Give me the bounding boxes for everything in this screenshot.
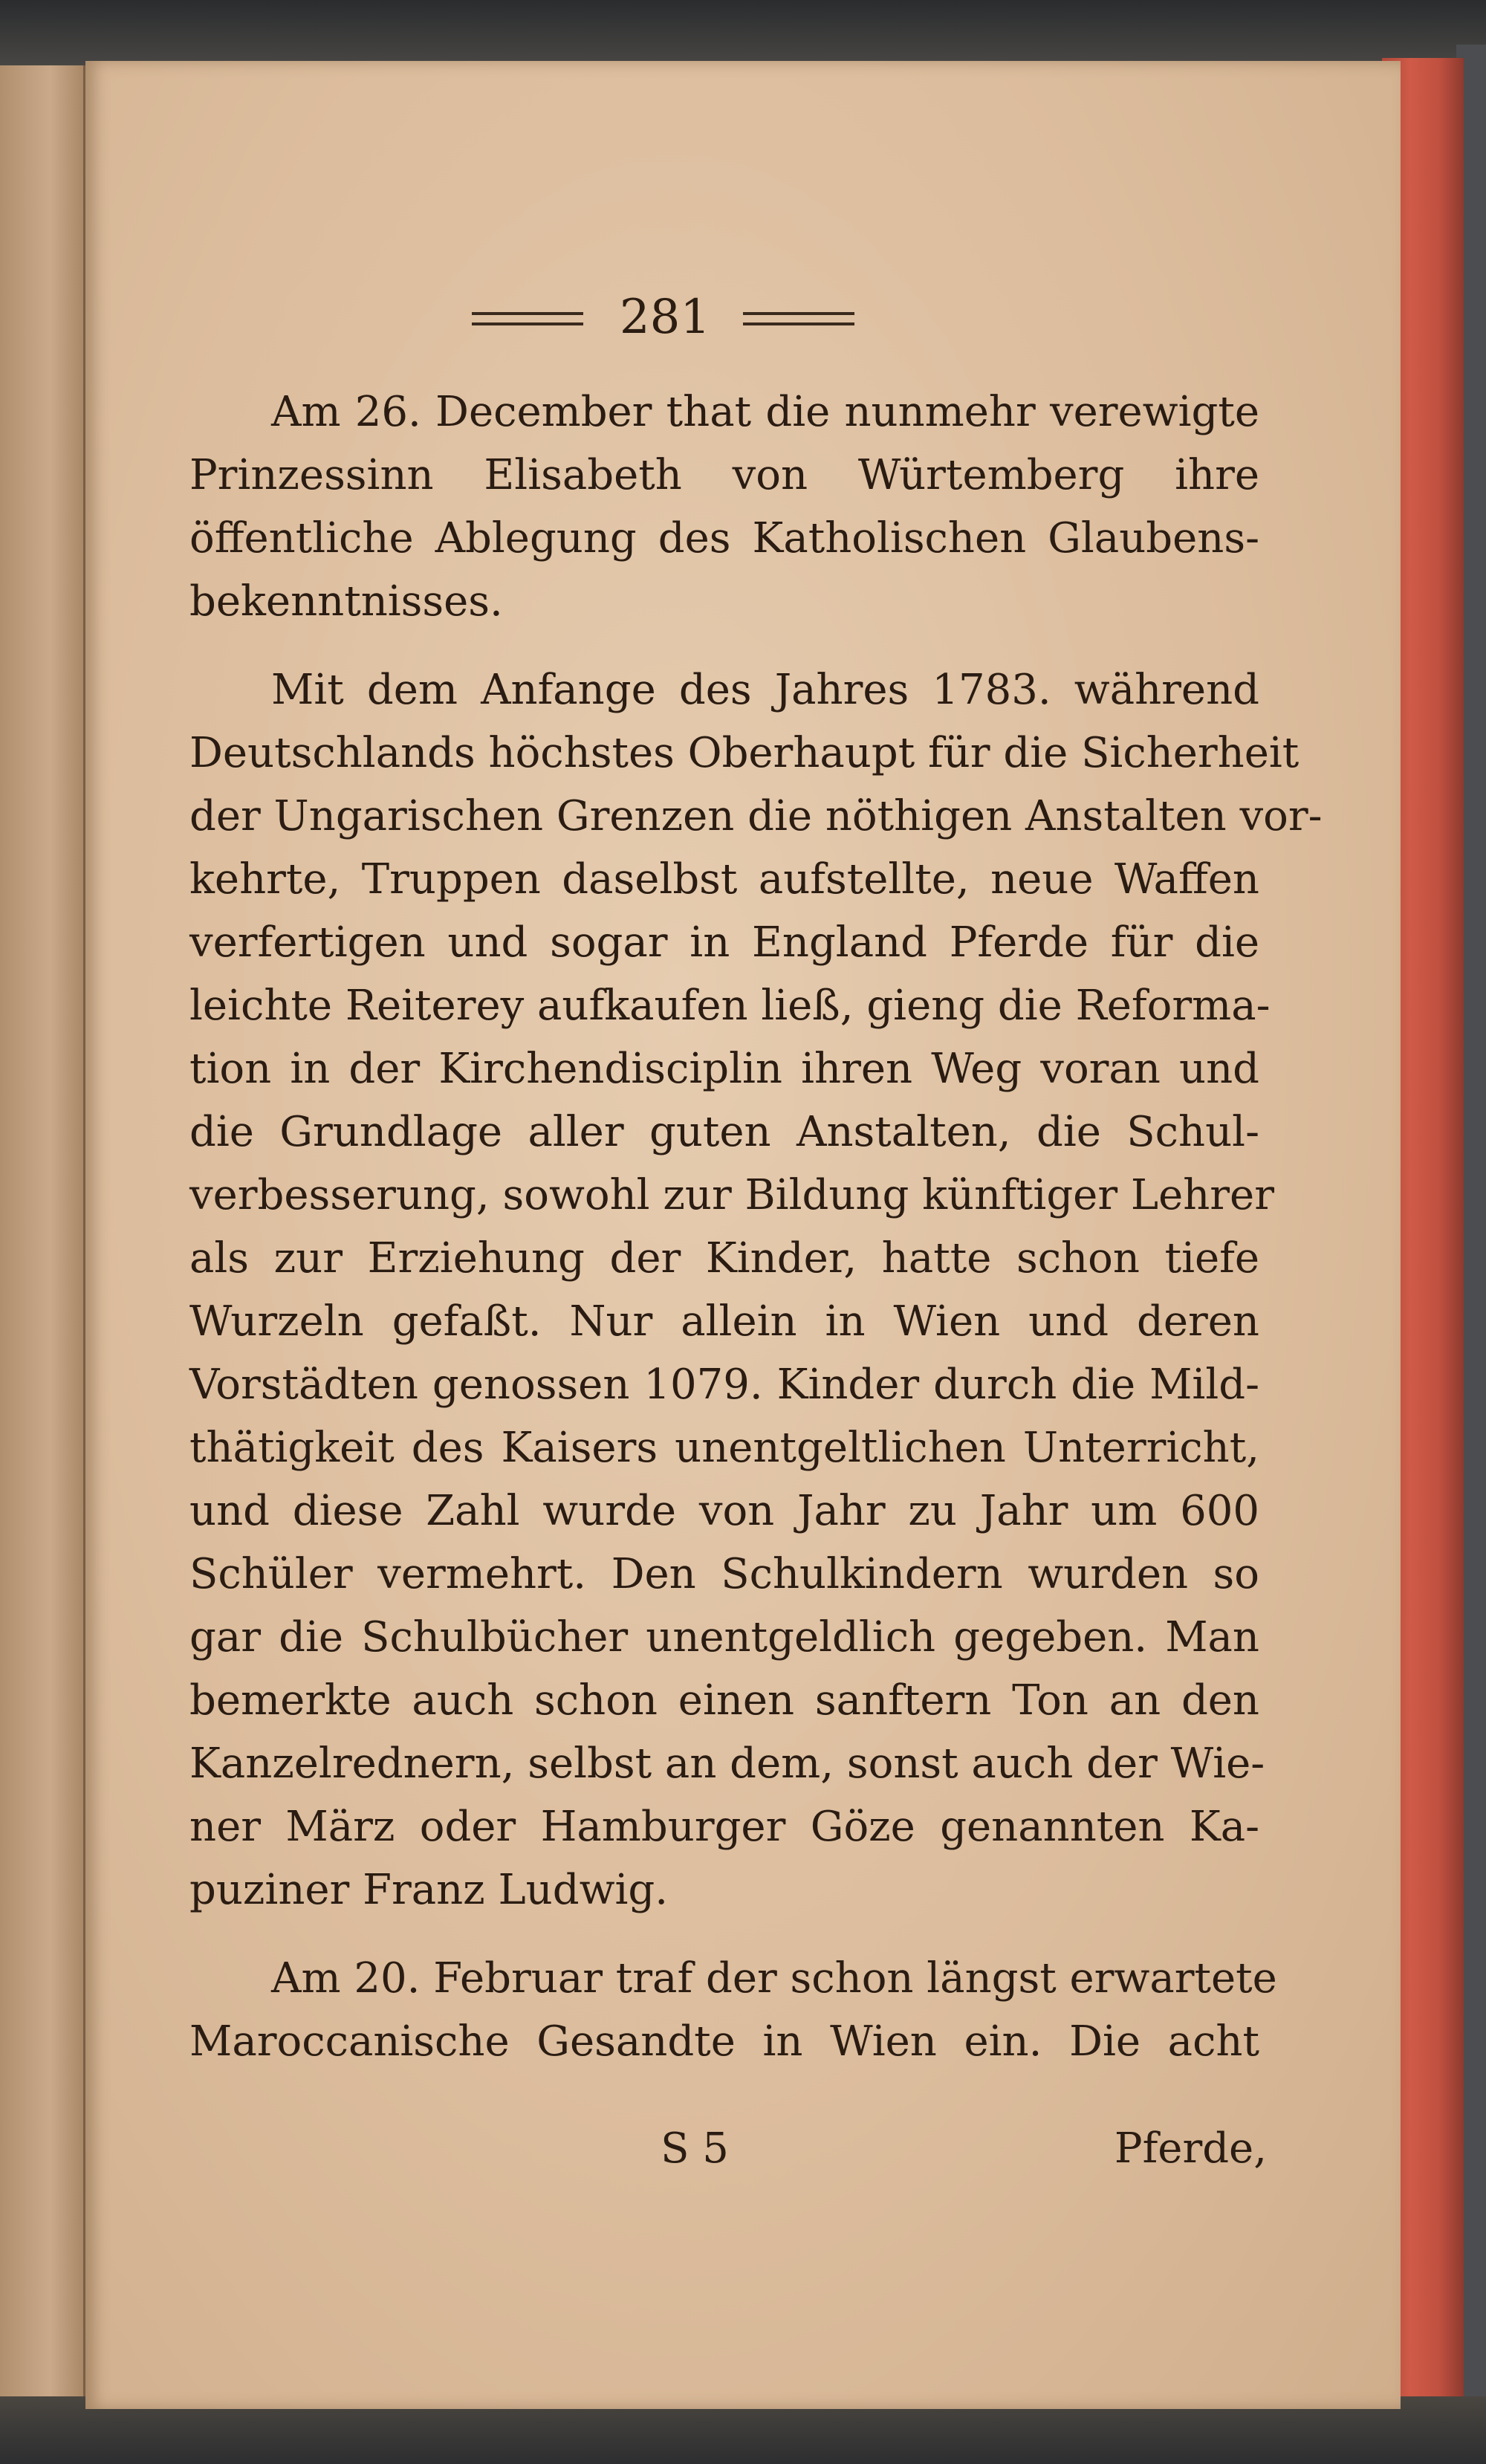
text-line: verfertigen und sogar in England Pferde für die (189, 918, 1259, 967)
text-line: Prinzessinn Elisabeth von Würtemberg ihre (189, 451, 1259, 499)
text-line: verbesserung, sowohl zur Bildung künftiger Lehrer (189, 1171, 1274, 1219)
background-top (0, 0, 1486, 71)
text-line: Maroccanische Gesandte in Wien ein. Die acht (189, 2017, 1259, 2066)
page-header (85, 284, 1401, 351)
paragraph-3 (189, 1947, 1277, 2073)
text-line: als zur Erziehung der Kinder, hatte schon tiefe (189, 1234, 1259, 1283)
text-line: öffentliche Ablegung des Katholischen Glaubens- (189, 514, 1259, 562)
text-line: leichte Reiterey aufkaufen ließ, gieng die Reforma- (189, 982, 1271, 1030)
text-line: Am 26. December that die nunmehr verewigte (271, 388, 1259, 436)
text-line: tion in der Kirchendisciplin ihren Weg voran und (189, 1045, 1259, 1093)
header-rule-right (743, 312, 854, 325)
text-line: Wurzeln gefaßt. Nur allein in Wien und deren (189, 1297, 1259, 1346)
text-line: kehrte, Truppen daselbst aufstellte, neue Waffen (189, 855, 1259, 904)
text-line: Kanzelrednern, selbst an dem, sonst auch der Wie- (189, 1740, 1265, 1788)
book-page (85, 61, 1401, 2409)
paragraph-2 (189, 658, 1323, 1922)
facing-page-edge (0, 65, 85, 2406)
text-line: puziner Franz Ludwig. (189, 1866, 669, 1914)
page-footer (85, 2112, 1401, 2186)
text-line: ner März oder Hamburger Göze genannten Ka- (189, 1803, 1259, 1851)
text-line: Am 20. Februar traf der schon längst erwartete (271, 1954, 1277, 2003)
page-body (189, 380, 1323, 2098)
header-rule-left (472, 312, 583, 325)
text-line: der Ungarischen Grenzen die nöthigen Anstalten vor- (189, 792, 1323, 840)
text-line: Vorstädten genossen 1079. Kinder durch die Mild- (189, 1361, 1259, 1409)
text-line: bekenntnisses. (189, 577, 503, 626)
signature-mark: S 5 (661, 2124, 729, 2173)
text-line: Mit dem Anfange des Jahres 1783. während (271, 666, 1259, 714)
text-line: gar die Schulbücher unentgeldlich gegeben. Man (189, 1613, 1259, 1661)
text-line: und diese Zahl wurde von Jahr zu Jahr um 600 (189, 1487, 1259, 1535)
text-line: thätigkeit des Kaisers unentgeltlichen Unterricht, (189, 1424, 1259, 1472)
text-line: Deutschlands höchstes Oberhaupt für die Sicherheit (189, 729, 1300, 777)
text-line: die Grundlage aller guten Anstalten, die Schul- (189, 1108, 1259, 1156)
catchword: Pferde, (1114, 2124, 1267, 2173)
text-line: bemerkte auch schon einen sanftern Ton an den (189, 1676, 1259, 1725)
text-line: Schüler vermehrt. Den Schulkindern wurden so (189, 1550, 1259, 1598)
page-number: 281 (619, 290, 711, 345)
paragraph-1 (189, 380, 1259, 633)
